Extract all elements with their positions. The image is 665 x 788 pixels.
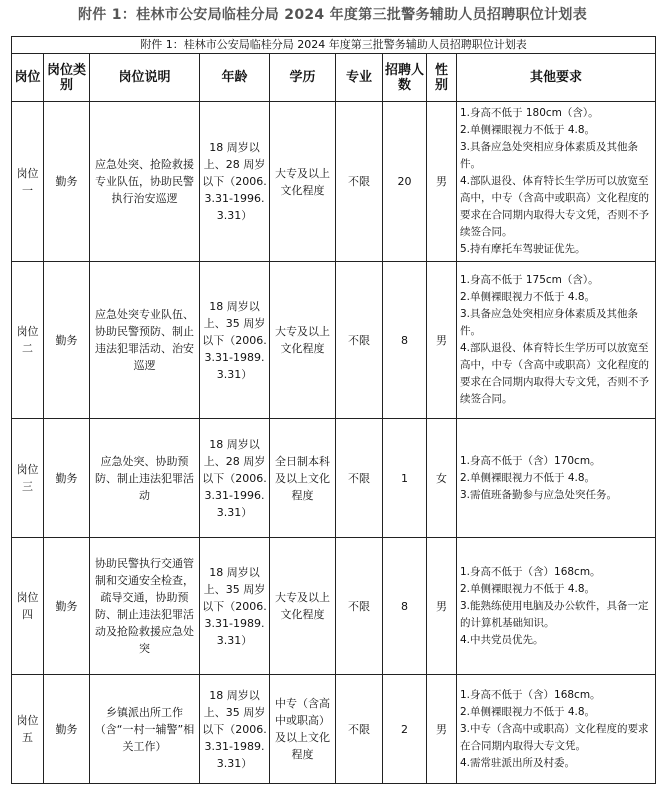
gender-cell: 男 <box>427 675 457 784</box>
requirements-cell <box>457 419 656 538</box>
category-cell: 勤务 <box>44 419 90 538</box>
education-cell: 全日制本科及以上文化程度 <box>270 419 336 538</box>
requirements-cell <box>457 675 656 784</box>
requirement-item: 4.部队退役、体育特长生学历可以放宽至高中，中专（含高中或职高）文化程度的要求在合同期内取得大专文凭，否则不予续签合同。 <box>460 175 649 238</box>
requirement-item: 3.具备应急处突相应身体素质及其他条件。 <box>460 141 639 170</box>
age-cell: 18 周岁以上、28 周岁以下（2006.3.31-1996.3.31） <box>200 102 270 262</box>
table-row <box>12 102 656 262</box>
header-post: 岗位 <box>12 54 44 102</box>
major-cell: 不限 <box>336 419 383 538</box>
age-cell: 18 周岁以上、35 周岁以下（2006.3.31-1989.3.31） <box>200 538 270 675</box>
requirement-item: 3.能熟练使用电脑及办公软件，具备一定的计算机基础知识。 <box>460 599 649 629</box>
major-cell: 不限 <box>336 262 383 419</box>
description-cell: 应急处突、抢险救援专业队伍，协助民警执行治安巡逻 <box>90 102 200 262</box>
table-caption: 附件 1：桂林市公安局临桂分局 2024 年度第三批警务辅助人员招聘职位计划表 <box>12 37 656 54</box>
post-cell: 岗位二 <box>12 262 44 419</box>
header-count: 招聘人数 <box>383 54 427 102</box>
count-cell: 2 <box>383 675 427 784</box>
header-other: 其他要求 <box>457 54 656 102</box>
description-cell: 协助民警执行交通管制和交通安全检查，疏导交通，协助预防、制止违法犯罪活动及抢险救援应急处突 <box>90 538 200 675</box>
description-cell: 应急处突专业队伍、协助民警预防、制止违法犯罪活动、治安巡逻 <box>90 262 200 419</box>
gender-cell: 男 <box>427 262 457 419</box>
header-category: 岗位类别 <box>44 54 90 102</box>
requirement-item: 3.需值班备勤参与应急处突任务。 <box>460 488 618 501</box>
major-cell: 不限 <box>336 102 383 262</box>
table-caption-row <box>12 37 656 54</box>
header-education: 学历 <box>270 54 336 102</box>
gender-cell: 男 <box>427 102 457 262</box>
requirements-cell <box>457 262 656 419</box>
table-header-row <box>12 54 656 102</box>
category-cell: 勤务 <box>44 102 90 262</box>
post-cell: 岗位四 <box>12 538 44 675</box>
requirements-cell <box>457 102 656 262</box>
requirement-item: 2.单侧裸眼视力不低于 4.8。 <box>460 471 596 484</box>
post-cell: 岗位一 <box>12 102 44 262</box>
page-title: 附件 1：桂林市公安局临桂分局 2024 年度第三批警务辅助人员招聘职位计划表 <box>77 7 588 23</box>
table-row <box>12 675 656 784</box>
major-cell: 不限 <box>336 538 383 675</box>
requirement-item: 1.身高不低于 175cm（含）。 <box>460 274 599 286</box>
header-description: 岗位说明 <box>90 54 200 102</box>
count-cell: 20 <box>383 102 427 262</box>
major-cell: 不限 <box>336 675 383 784</box>
table-row <box>12 262 656 419</box>
header-major: 专业 <box>336 54 383 102</box>
requirement-item: 2.单侧裸眼视力不低于 4.8。 <box>460 582 596 595</box>
age-cell: 18 周岁以上、35 周岁以下（2006.3.31-1989.3.31） <box>200 262 270 419</box>
requirement-item: 3.具备应急处突相应身体素质及其他条件。 <box>460 308 639 337</box>
description-cell: 乡镇派出所工作（含“一村一辅警”相关工作） <box>90 675 200 784</box>
count-cell: 8 <box>383 538 427 675</box>
requirement-item: 1.身高不低于（含）170cm。 <box>460 454 601 467</box>
category-cell: 勤务 <box>44 675 90 784</box>
requirement-item: 4.部队退役、体育特长生学历可以放宽至高中，中专（含高中或职高）文化程度的要求在合同期内取得大专文凭，否则不予续签合同。 <box>460 342 649 405</box>
post-cell: 岗位五 <box>12 675 44 784</box>
table-row <box>12 419 656 538</box>
description-cell: 应急处突、协助预防、制止违法犯罪活动 <box>90 419 200 538</box>
count-cell: 8 <box>383 262 427 419</box>
category-cell: 勤务 <box>44 538 90 675</box>
gender-cell: 女 <box>427 419 457 538</box>
education-cell: 大专及以上文化程度 <box>270 102 336 262</box>
age-cell: 18 周岁以上、28 周岁以下（2006.3.31-1996.3.31） <box>200 419 270 538</box>
gender-cell: 男 <box>427 538 457 675</box>
requirements-cell <box>457 538 656 675</box>
requirement-item: 3.中专（含高中或职高）文化程度的要求在合同期内取得大专文凭。 <box>460 722 649 752</box>
requirement-item: 4.需常驻派出所及村委。 <box>460 756 576 769</box>
requirement-item: 1.身高不低于（含）168cm。 <box>460 688 601 701</box>
age-cell: 18 周岁以上、35 周岁以下（2006.3.31-1989.3.31） <box>200 675 270 784</box>
requirement-item: 2.单侧裸眼视力不低于 4.8。 <box>460 124 596 136</box>
requirement-item: 1.身高不低于（含）168cm。 <box>460 565 601 578</box>
education-cell: 大专及以上文化程度 <box>270 538 336 675</box>
recruitment-plan-table <box>11 36 656 784</box>
category-cell: 勤务 <box>44 262 90 419</box>
requirement-item: 2.单侧裸眼视力不低于 4.8。 <box>460 705 596 718</box>
education-cell: 大专及以上文化程度 <box>270 262 336 419</box>
header-gender: 性别 <box>427 54 457 102</box>
table-row <box>12 538 656 675</box>
count-cell: 1 <box>383 419 427 538</box>
requirement-item: 1.身高不低于 180cm（含）。 <box>460 107 599 119</box>
header-age: 年龄 <box>200 54 270 102</box>
requirement-item: 4.中共党员优先。 <box>460 633 544 646</box>
post-cell: 岗位三 <box>12 419 44 538</box>
requirement-item: 5.持有摩托车驾驶证优先。 <box>460 243 586 255</box>
requirement-item: 2.单侧裸眼视力不低于 4.8。 <box>460 291 596 303</box>
education-cell: 中专（含高中或职高）及以上文化程度 <box>270 675 336 784</box>
